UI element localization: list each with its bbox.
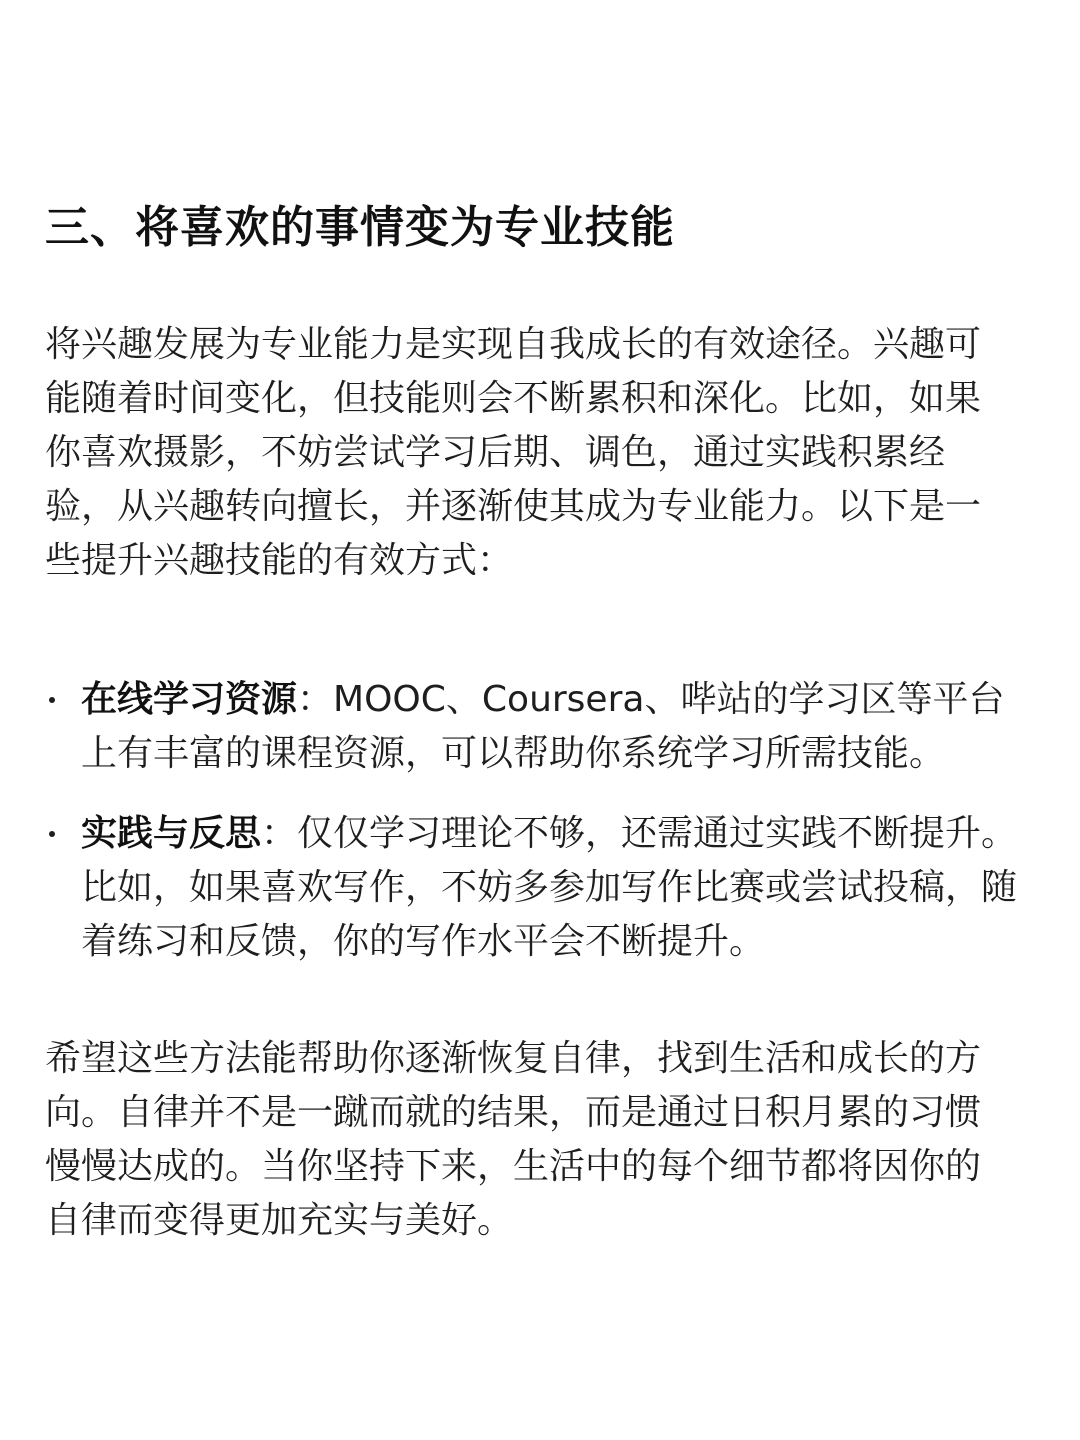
intro-paragraph: 将兴趣发展为专业能力是实现自我成长的有效途径。兴趣可能随着时间变化，但技能则会不断累积和深化。比如，如果你喜欢摄影，不妨尝试学习后期、调色，通过实践积累经验，从兴趣转向擅长，并逐渐使其成为专业能力。以下是一些提升兴趣技能的有效方式： [45,324,982,581]
section-title: 三、将喜欢的事情变为专业技能 [45,202,675,253]
tips-list [45,673,1035,969]
closing-paragraph: 希望这些方法能帮助你逐渐恢复自律，找到生活和成长的方向。自律并不是一蹴而就的结果，而是通过日积月累的习惯慢慢达成的。当你坚持下来，生活中的每个细节都将因你的自律而变得更加充实与美好。 [45,1038,982,1241]
bullet-text: 仅仅学习理论不够，还需通过实践不断提升。比如，如果喜欢写作，不妨多参加写作比赛或尝试投稿，随着练习和反馈，你的写作水平会不断提升。 [81,813,1018,962]
bullet-title: 在线学习资源 [81,679,298,720]
bullet-text: MOOC、Coursera、哔站的学习区等平台上有丰富的课程资源，可以帮助你系统学习所需技能。 [81,679,1005,774]
bullet-dot-icon [49,697,55,703]
bullet-dot-icon [49,831,55,837]
list-item [45,807,1035,969]
bullet-title: 实践与反思 [81,813,262,854]
bullet-separator: ： [261,813,298,854]
bullet-separator: ： [297,679,334,720]
list-item [45,673,1035,781]
